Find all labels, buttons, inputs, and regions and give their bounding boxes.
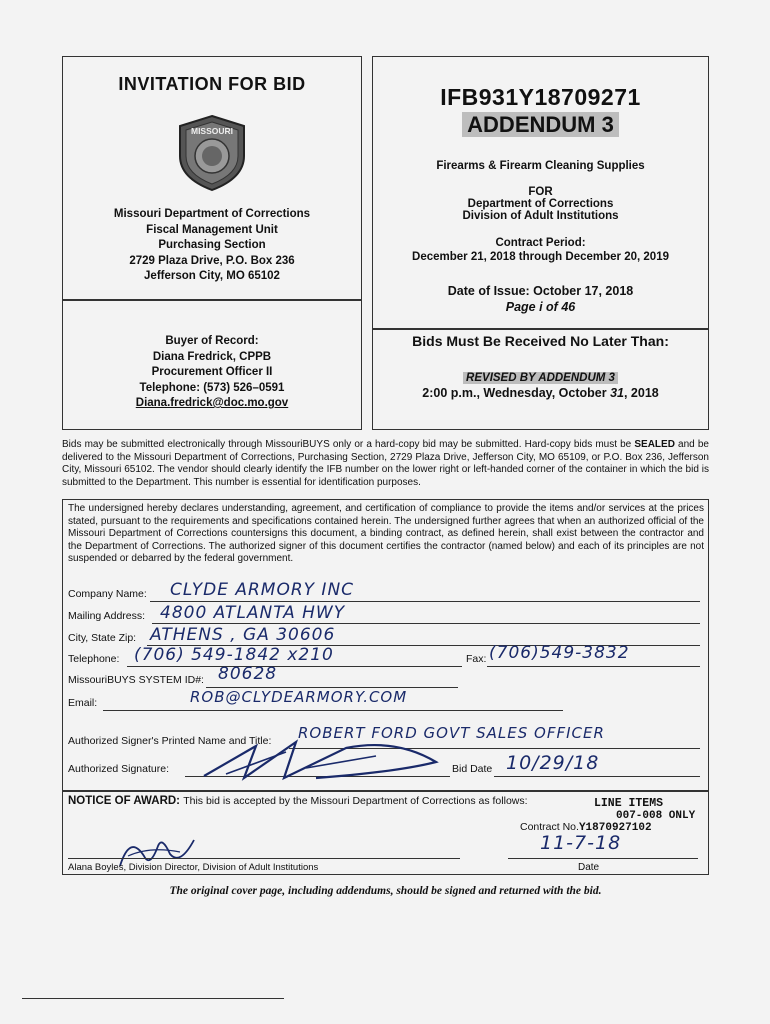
ifb-number: IFB931Y18709271 — [440, 84, 641, 110]
printed-name-label: Authorized Signer's Printed Name and Title: — [68, 735, 272, 747]
fax-line — [487, 666, 700, 667]
addendum-wrap — [372, 112, 709, 138]
deadline-time-prefix: 2:00 p.m., Wednesday, October — [422, 386, 611, 400]
division: Division of Adult Institutions — [462, 210, 619, 222]
instructions-sealed: SEALED — [634, 439, 675, 450]
buys-value[interactable]: 80628 — [218, 664, 278, 684]
award-text: This bid is accepted by the Missouri Department of Corrections as follows: — [183, 795, 528, 807]
signature-scribble-icon[interactable] — [196, 738, 446, 782]
company-value[interactable]: CLYDE ARMORY INC — [170, 580, 355, 600]
bid-date-label: Bid Date — [452, 763, 493, 775]
award-line-items-range: 007-008 ONLY — [616, 810, 696, 822]
email-label: Email: — [68, 697, 98, 709]
contract-value: Y1870927102 — [578, 822, 652, 834]
award-line-items: LINE ITEMS — [594, 797, 664, 810]
revised-badge: REVISED BY ADDENDUM 3 — [463, 372, 618, 384]
award-label: NOTICE OF AWARD: — [68, 795, 181, 807]
contract-period: December 21, 2018 through December 20, 2019 — [412, 251, 669, 263]
bid-date-value[interactable]: 10/29/18 — [506, 752, 600, 774]
contract-label: Contract No. — [520, 821, 579, 833]
buyer-info — [62, 334, 362, 412]
department: Department of Corrections — [467, 198, 614, 210]
deadline-day: 31 — [610, 386, 624, 400]
buyer-name: Diana Fredrick, CPPB — [152, 350, 272, 363]
signature-label: Authorized Signature: — [68, 763, 169, 775]
city-value[interactable]: ATHENS , GA 30606 — [150, 625, 336, 645]
fax-value[interactable]: (706)549-3832 — [489, 643, 630, 663]
agency-name: Missouri Department of Corrections — [113, 208, 311, 220]
printed-name-value[interactable]: ROBERT FORD GOVT SALES OFFICER — [298, 724, 605, 742]
page-number: Page i of 46 — [505, 300, 576, 314]
agency-address — [62, 207, 362, 285]
for-label: FOR — [528, 186, 553, 198]
award-heading — [68, 795, 528, 807]
email-line — [103, 710, 563, 711]
invitation-title: INVITATION FOR BID — [118, 74, 306, 94]
missouri-seal-icon — [172, 112, 252, 192]
footer-note: The original cover page, including addendums, should be signed and returned with the bid. — [169, 885, 602, 897]
city-label: City, State Zip: — [68, 632, 137, 644]
mailing-label: Mailing Address: — [68, 610, 146, 622]
declaration-text: The undersigned hereby declares understanding, agreement, and certification of compliance to provide the items and/or services at the prices stated, pursuant to the requirements and specifications contained herein. The undersigned further agrees that when an authorized official of the Missouri Department of Corrections countersigns this document, a binding contract, as defined herein, shall exist between the contractor and the Department of Corrections. The authorized signer of this document certifies the contractor (named below) and each of its principles are not suspended or debarred by the federal government. — [68, 503, 704, 564]
buyer-email[interactable]: Diana.fredrick@doc.mo.gov — [135, 397, 289, 409]
instructions-after: and be delivered to the Missouri Department of Corrections, Purchasing Section, 2729 Plaza Drive, Jefferson City, MO 65109, or P.O. Box 236, Jefferson City, Missouri 65102. The vendor should clearly identify the IFB number on the lower right or left-handed corner of the container in which the bid is submitted to the Department. This number is essential for identification purposes. — [62, 439, 709, 488]
instructions-before: Bids may be submitted electronically through MissouriBUYS only or a hard-copy bid may be submitted. Hard-copy bids must be — [62, 439, 635, 450]
seal-text: MISSOURI — [190, 126, 234, 136]
addendum-badge: ADDENDUM 3 — [462, 112, 619, 137]
buys-label: MissouriBUYS SYSTEM ID#: — [68, 674, 204, 686]
buyer-label: Buyer of Record: — [165, 335, 259, 347]
phone-line — [127, 666, 462, 667]
bid-date-line — [494, 776, 700, 777]
revised-wrap — [372, 368, 709, 386]
agency-street: 2729 Plaza Drive, P.O. Box 236 — [129, 254, 295, 267]
date-of-issue: Date of Issue: October 17, 2018 — [447, 284, 634, 298]
agency-section: Purchasing Section — [158, 239, 266, 251]
bid-subject: Firearms & Firearm Cleaning Supplies — [436, 160, 645, 172]
phone-value[interactable]: (706) 549-1842 x210 — [134, 645, 334, 665]
deadline-year: , 2018 — [623, 386, 659, 400]
award-date-line — [508, 858, 698, 859]
email-value[interactable]: ROB@CLYDEARMORY.COM — [190, 688, 408, 706]
phone-label: Telephone: — [68, 653, 120, 665]
contract-period-label: Contract Period: — [495, 237, 586, 249]
fax-label: Fax: — [466, 653, 487, 665]
mailing-value[interactable]: 4800 ATLANTA HWY — [160, 603, 346, 623]
award-date-value[interactable]: 11-7-18 — [540, 832, 622, 854]
footer-rule — [22, 998, 284, 999]
director-name: Alana Boyles, Division Director, Division of Adult Institutions — [68, 862, 319, 873]
company-line — [150, 601, 700, 602]
director-line — [68, 858, 460, 859]
buyer-title: Procurement Officer II — [151, 366, 273, 378]
agency-city: Jefferson City, MO 65102 — [144, 270, 280, 282]
mailing-line — [152, 623, 700, 624]
instructions-text — [62, 439, 709, 489]
award-date-label: Date — [578, 862, 600, 873]
company-label: Company Name: — [68, 588, 147, 600]
agency-unit: Fiscal Management Unit — [146, 223, 278, 236]
deadline-time — [372, 386, 709, 400]
deadline-heading: Bids Must Be Received No Later Than: — [412, 333, 669, 349]
buyer-phone: Telephone: (573) 526–0591 — [139, 381, 285, 394]
